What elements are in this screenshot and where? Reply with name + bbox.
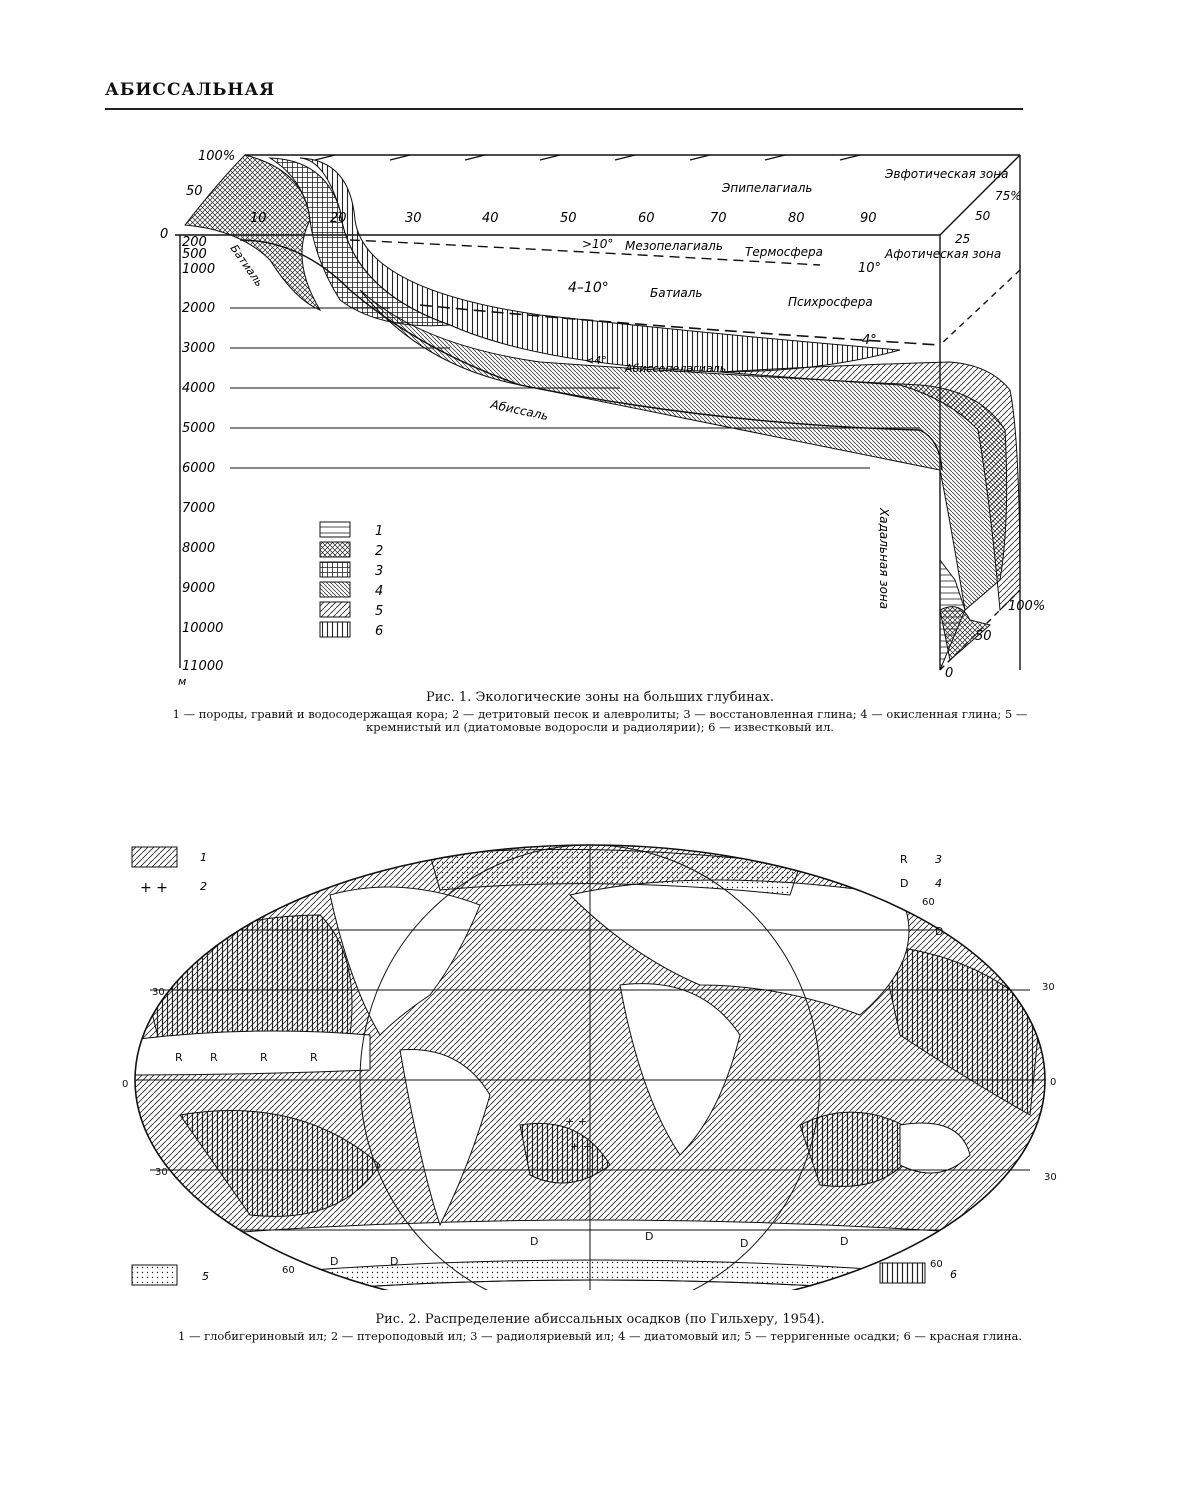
scale-label: 80 bbox=[788, 211, 805, 226]
lat-label: 30 bbox=[152, 987, 165, 998]
pteropod-mark: + + bbox=[565, 1115, 587, 1128]
legend-num: 5 bbox=[375, 604, 384, 619]
label-euphotic: Эвфотическая зона bbox=[885, 167, 1009, 181]
label-t10a: >10° bbox=[582, 237, 614, 251]
legend-num: 2 bbox=[375, 544, 384, 559]
diatom-mark: D bbox=[330, 1255, 339, 1268]
depth-label: 3000 bbox=[182, 341, 216, 356]
lat-label: 0 bbox=[122, 1079, 129, 1090]
scale-label: 50 bbox=[560, 211, 577, 226]
legend-num: 6 bbox=[375, 624, 384, 639]
pct-bottom-50: 50 bbox=[975, 629, 992, 644]
radiolarian-mark: R bbox=[210, 1051, 218, 1064]
figure-2-caption-title: Рис. 2. Распределение абиссальных осадков (по Гильхеру, 1954). bbox=[375, 1312, 825, 1327]
label-epipelagial: Эпипелагиаль bbox=[722, 181, 813, 195]
lat-label: 30 bbox=[1042, 982, 1055, 993]
depth-label: 10000 bbox=[182, 621, 224, 636]
legend-num: 4 bbox=[935, 877, 942, 890]
label-t4: 4° bbox=[862, 333, 877, 348]
legend-sym: R bbox=[900, 853, 908, 866]
scale-label: 90 bbox=[860, 211, 877, 226]
label-t4lt: <4° bbox=[585, 354, 607, 367]
legend-num: 3 bbox=[935, 853, 942, 866]
depth-label: 7000 bbox=[182, 501, 216, 516]
depth-label: 11000 bbox=[182, 659, 224, 674]
pteropod-mark: + + bbox=[570, 1140, 592, 1153]
label-abyssopelagial: Абиссопелагиаль bbox=[625, 362, 727, 375]
legend-sym: D bbox=[900, 877, 909, 890]
diatom-mark: D bbox=[935, 925, 944, 938]
figure-1-legend bbox=[320, 522, 383, 639]
lat-label: 60 bbox=[930, 1259, 943, 1270]
label-aphotic: Афотическая зона bbox=[885, 247, 1002, 261]
depth-label: 8000 bbox=[182, 541, 216, 556]
scale-label: 30 bbox=[405, 211, 422, 226]
depth-label: 500 bbox=[182, 247, 207, 262]
page-header: АБИССАЛЬНАЯ bbox=[105, 80, 276, 100]
region-radiolarian-band bbox=[130, 1031, 370, 1075]
diatom-mark: D bbox=[840, 1235, 849, 1248]
diatom-mark: D bbox=[645, 1230, 654, 1243]
label-psychrosphere: Психросфера bbox=[788, 295, 873, 309]
label-thermosphere: Термосфера bbox=[745, 245, 823, 259]
label-bathyal: Батиаль bbox=[650, 286, 703, 300]
depth-label: 5000 bbox=[182, 421, 216, 436]
label-hadal: Хадальная зона bbox=[877, 508, 891, 610]
depth-label: 6000 bbox=[182, 461, 216, 476]
figure-2-caption-text: 1 — глобигериновый ил; 2 — птероподовый ил; 3 — радиоляриевый ил; 4 — диатомовый ил; 5 — терригенные осадки; 6 — красная глина. bbox=[177, 1329, 1023, 1343]
lat-label: 60 bbox=[282, 1265, 295, 1276]
radiolarian-mark: R bbox=[310, 1051, 318, 1064]
scale-label: 20 bbox=[330, 211, 347, 226]
legend-num: 5 bbox=[202, 1270, 209, 1283]
legend-num: 4 bbox=[375, 584, 384, 599]
radiolarian-mark: R bbox=[175, 1051, 183, 1064]
pct-bottom-0: 0 bbox=[945, 666, 954, 681]
label-t410: 4–10° bbox=[568, 280, 609, 296]
figure-1-caption-text: 1 — породы, гравий и водосодержащая кора; 2 — детритовый песок и алевролиты; 3 — восстановленная глина; 4 — окисленная глина; 5 — кремнистый ил (диатомовые водоросли и радиолярии); 6 — известковый ил. bbox=[172, 707, 1028, 734]
legend-num: 6 bbox=[950, 1268, 957, 1281]
legend-num: 1 bbox=[200, 851, 207, 864]
label-t10b: 10° bbox=[858, 261, 882, 276]
depth-label: 2000 bbox=[182, 301, 216, 316]
pct-right-50: 50 bbox=[975, 209, 991, 223]
pct-right-75: 75% bbox=[995, 189, 1022, 203]
label-mesopelagial: Мезопелагиаль bbox=[625, 239, 723, 253]
legend-num: 1 bbox=[375, 524, 384, 539]
region-red-clay-north-pacific bbox=[140, 915, 352, 1045]
figure-1-ecological-zones bbox=[120, 140, 1070, 690]
pct-left-50: 50 bbox=[186, 184, 203, 199]
top-surface-hatch bbox=[315, 155, 860, 160]
depth-label: 1000 bbox=[182, 262, 216, 277]
legend-num: 3 bbox=[375, 564, 384, 579]
scale-label: 70 bbox=[710, 211, 727, 226]
diatom-mark: D bbox=[740, 1237, 749, 1250]
depth-label: 9000 bbox=[182, 581, 216, 596]
diatom-mark: D bbox=[390, 1255, 399, 1268]
radiolarian-mark: R bbox=[260, 1051, 268, 1064]
figure-2-world-map bbox=[100, 835, 1100, 1290]
pct-bottom-100: 100% bbox=[1008, 599, 1046, 614]
scale-label: 40 bbox=[482, 211, 499, 226]
lat-label: 60 bbox=[922, 897, 935, 908]
lat-label: 30 bbox=[1044, 1172, 1057, 1183]
depth-label: 200 bbox=[182, 235, 207, 250]
label-abyssal: Абиссаль bbox=[489, 397, 550, 424]
lat-label: 0 bbox=[1050, 1077, 1057, 1088]
label-bathyal-slope: Батиаль bbox=[227, 242, 266, 290]
legend-sym: + + bbox=[140, 880, 168, 896]
scale-label: 10 bbox=[250, 211, 267, 226]
pct-left-100: 100% bbox=[198, 149, 236, 164]
figure-1-caption-title: Рис. 1. Экологические зоны на больших глубинах. bbox=[425, 690, 775, 705]
legend-num: 2 bbox=[200, 880, 207, 893]
pct-right-25: 25 bbox=[955, 232, 971, 246]
scale-label: 60 bbox=[638, 211, 655, 226]
depth-unit: м bbox=[178, 675, 187, 688]
lat-label: 30 bbox=[155, 1167, 168, 1178]
depth-label: 4000 bbox=[182, 381, 216, 396]
header-rule bbox=[105, 108, 1023, 110]
diatom-mark: D bbox=[530, 1235, 539, 1248]
pct-left-0: 0 bbox=[160, 227, 169, 242]
